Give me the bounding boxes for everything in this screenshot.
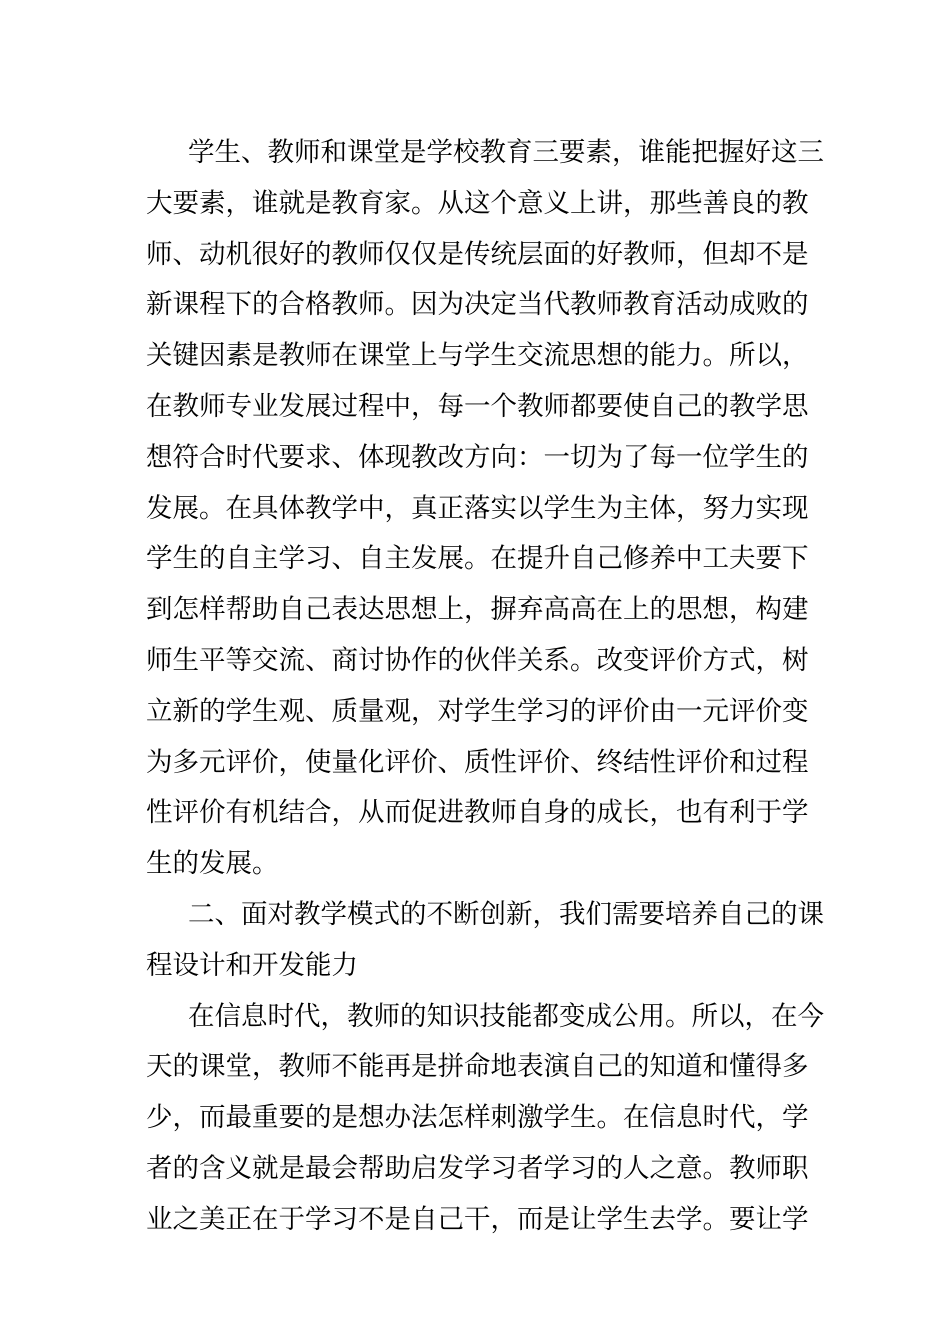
text-line: 性评价有机结合，从而促进教师自身的成长，也有利于学 bbox=[146, 797, 809, 829]
text-line: 者的含义就是最会帮助启发学习者学习的人之意。教师职 bbox=[146, 1152, 809, 1184]
text-line: 为多元评价，使量化评价、质性评价、终结性评价和过程 bbox=[146, 746, 809, 778]
text-line: 大要素，谁就是教育家。从这个意义上讲，那些善良的教 bbox=[146, 187, 809, 219]
text-line: 新课程下的合格教师。因为决定当代教师教育活动成败的 bbox=[146, 289, 809, 321]
text-line: 在教师专业发展过程中，每一个教师都要使自己的教学思 bbox=[146, 390, 809, 422]
text-line: 少，而最重要的是想办法怎样刺激学生。在信息时代，学 bbox=[146, 1102, 809, 1134]
section-heading-line: 二、面对教学模式的不断创新，我们需要培养自己的课 bbox=[188, 898, 824, 930]
text-line: 关键因素是教师在课堂上与学生交流思想的能力。所以， bbox=[146, 340, 809, 372]
text-line: 生的发展。 bbox=[146, 848, 279, 880]
text-line: 天的课堂，教师不能再是拼命地表演自己的知道和懂得多 bbox=[146, 1051, 809, 1083]
text-line: 师、动机很好的教师仅仅是传统层面的好教师，但却不是 bbox=[146, 238, 809, 270]
text-line: 立新的学生观、质量观，对学生学习的评价由一元评价变 bbox=[146, 695, 809, 727]
text-line: 师生平等交流、商讨协作的伙伴关系。改变评价方式，树 bbox=[146, 644, 809, 676]
text-line: 发展。在具体教学中，真正落实以学生为主体，努力实现 bbox=[146, 492, 809, 524]
text-line: 到怎样帮助自己表达思想上，摒弃高高在上的思想，构建 bbox=[146, 594, 809, 626]
document-body bbox=[146, 128, 824, 1246]
text-line: 在信息时代，教师的知识技能都变成公用。所以，在今 bbox=[188, 1000, 824, 1032]
text-line: 想符合时代要求、体现教改方向：一切为了每一位学生的 bbox=[146, 441, 809, 473]
section-heading-line: 程设计和开发能力 bbox=[146, 949, 358, 981]
text-line: 学生的自主学习、自主发展。在提升自己修养中工夫要下 bbox=[146, 543, 809, 575]
text-line: 业之美正在于学习不是自己干，而是让学生去学。要让学 bbox=[146, 1203, 809, 1235]
text-line: 学生、教师和课堂是学校教育三要素，谁能把握好这三 bbox=[188, 137, 824, 168]
